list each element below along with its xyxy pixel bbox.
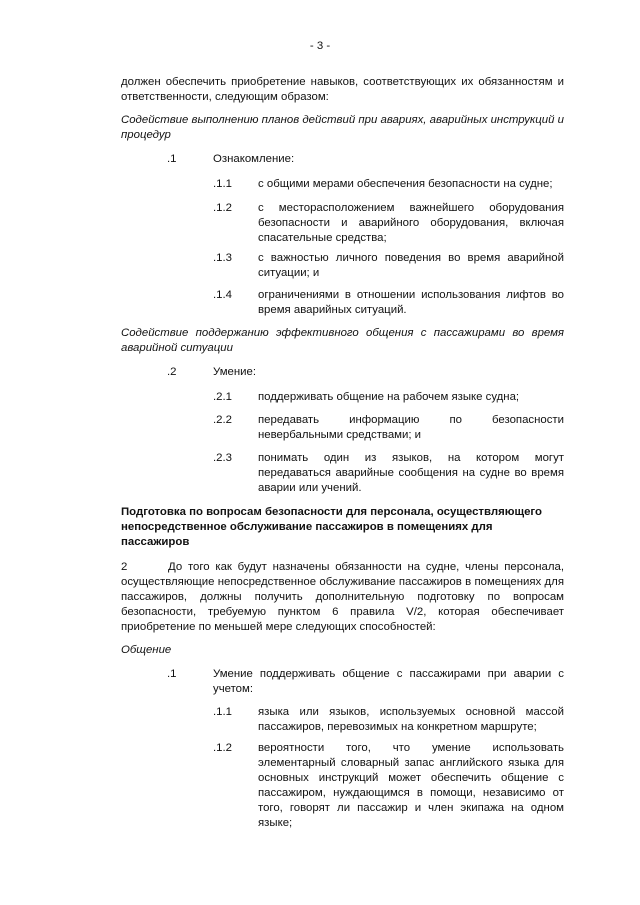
paragraph-2: До того как будут назначены обязанности на судне, члены персонала, осуществляющие непосредственное обслуживание пассажиров в помещениях для пассажиров, должны получить дополнительную подготовку по вопросам безопасности, требуемую пунктом 6 правила V/2, которая обеспечивает приобретение по меньшей мере следующих способностей: — [121, 561, 564, 633]
item-label: Умение поддерживать общение с пассажирами при аварии с учетом: — [213, 668, 564, 695]
subitem-number: .1.1 — [213, 706, 232, 718]
subitem-text: с месторасположением важнейшего оборудования безопасности и аварийного оборудования, включая спасательные средства; — [258, 202, 564, 244]
subitem-text: с важностью личного поведения во время аварийной ситуации; и — [258, 252, 564, 279]
item-number: .1 — [167, 153, 177, 165]
subitem-text: с общими мерами обеспечения безопасности на судне; — [258, 178, 553, 190]
section-heading-general: Общение — [121, 644, 172, 656]
intro-paragraph: должен обеспечить приобретение навыков, соответствующих их обязанностям и ответственности, следующим образом: — [121, 76, 564, 103]
subitem-text: поддерживать общение на рабочем языке судна; — [258, 391, 520, 403]
subitem-text: ограничениями в отношении использования лифтов во время аварийных ситуаций. — [258, 289, 564, 316]
paragraph-number: 2 — [121, 561, 128, 573]
subitem-text: языка или языков, используемых основной массой пассажиров, перевозимых на конкретном маршруте; — [258, 706, 564, 733]
subitem-number: .2.2 — [213, 414, 232, 426]
subitem-number: .2.3 — [213, 452, 232, 464]
bold-section-heading: Подготовка по вопросам безопасности для персонала, осуществляющего непосредственное обслуживание пассажиров в помещениях для пассажиров — [121, 506, 542, 548]
item-label: Умение: — [213, 366, 257, 378]
section-heading-emergency: Содействие выполнению планов действий при авариях, аварийных инструкций и процедур — [121, 114, 564, 141]
page-number: - 3 - — [309, 40, 331, 52]
subitem-number: .1.2 — [213, 202, 232, 214]
subitem-number: .1.1 — [213, 178, 232, 190]
item-number: .1 — [167, 668, 177, 680]
subitem-text: передавать информацию по безопасности невербальными средствами; и — [258, 414, 564, 441]
section-heading-communication: Содействие поддержанию эффективного общения с пассажирами во время аварийной ситуации — [121, 327, 564, 354]
subitem-text: понимать один из языков, на котором могут передаваться аварийные сообщения на судне во время аварии или учений. — [258, 452, 564, 494]
subitem-text: вероятности того, что умение использовать элементарный словарный запас английского языка для основных инструкций может обеспечить общение с пассажиром, нуждающимся в помощи, независимо от того, говорят ли пассажир и член экипажа на одном языке; — [258, 742, 564, 829]
item-label: Ознакомление: — [213, 153, 295, 165]
item-number: .2 — [167, 366, 177, 378]
subitem-number: .2.1 — [213, 391, 232, 403]
subitem-number: .1.4 — [213, 289, 232, 301]
subitem-number: .1.3 — [213, 252, 232, 264]
subitem-number: .1.2 — [213, 742, 232, 754]
